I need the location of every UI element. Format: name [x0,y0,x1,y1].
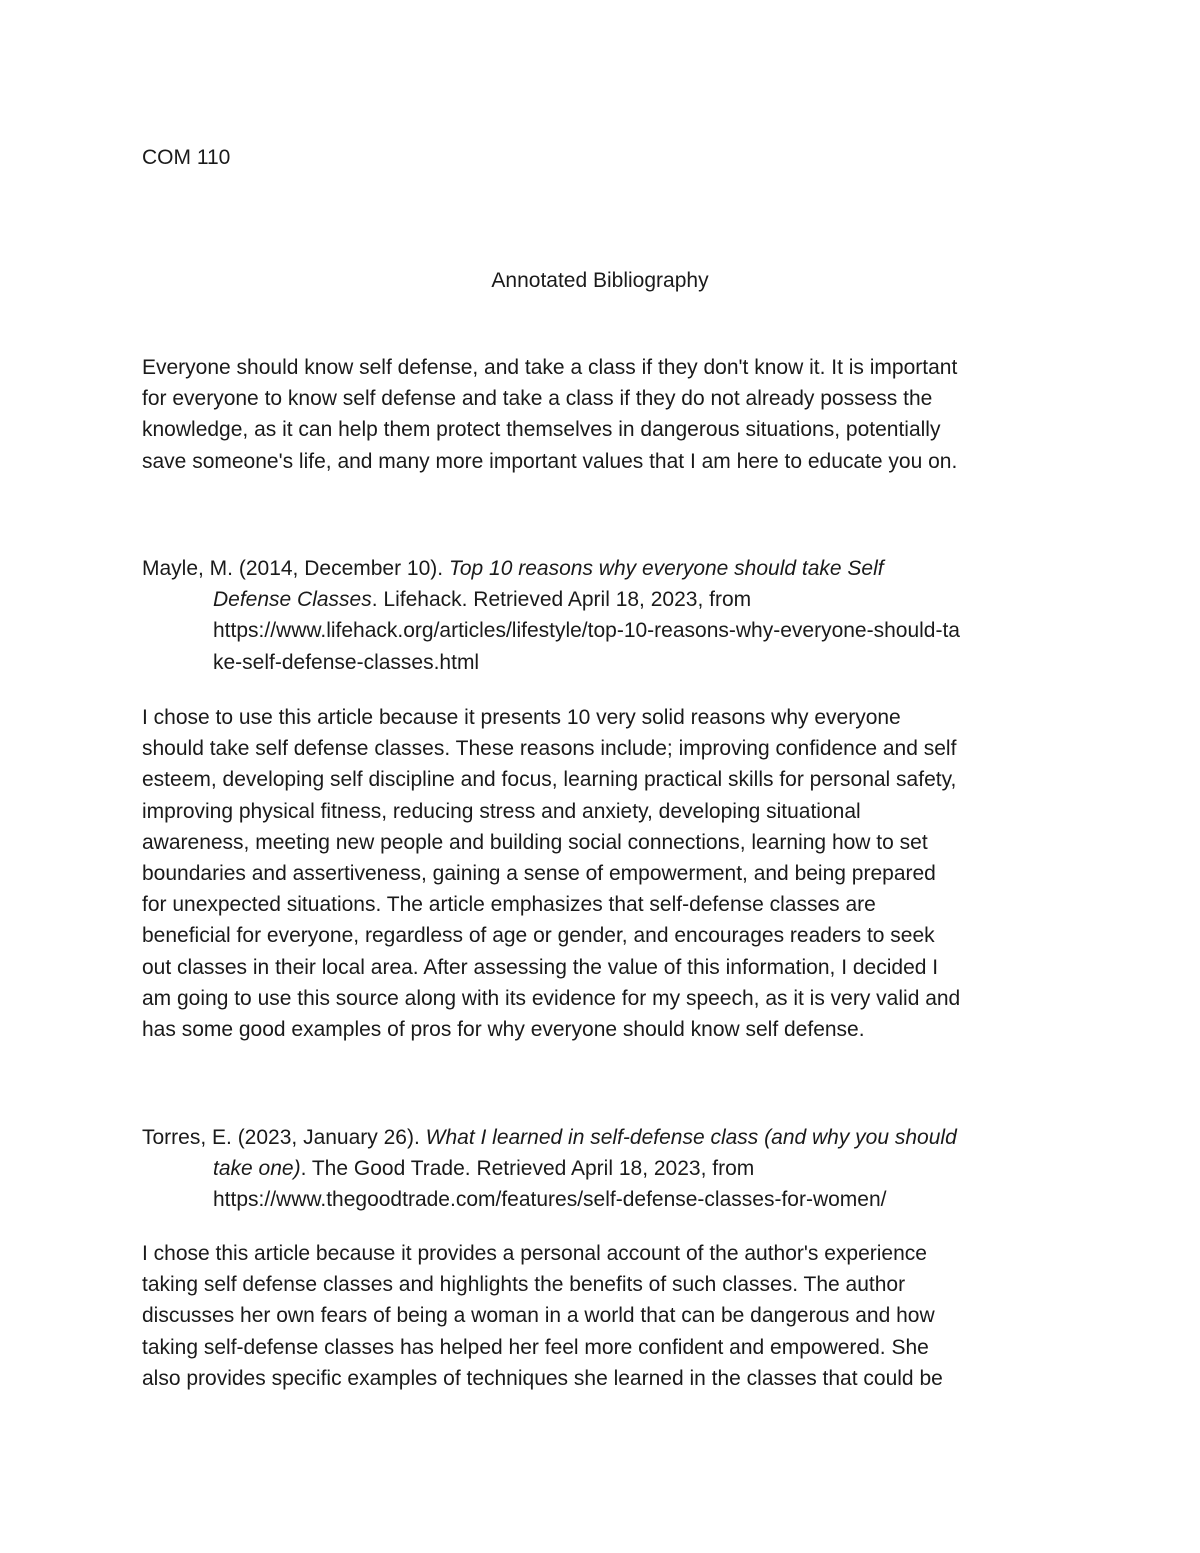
citation-title: Defense Classes [213,588,372,612]
annotation-line: awareness, meeting new people and building social connections, learning how to set [142,830,928,854]
annotation-line: taking self defense classes and highlights the benefits of such classes. The author [142,1273,906,1297]
citation-line [142,584,1072,615]
annotation-line: boundaries and assertiveness, gaining a sense of empowerment, and being prepared [142,862,936,886]
intro-line: knowledge, as it can help them protect themselves in dangerous situations, potentially [142,418,941,442]
citation-author-date: Mayle, M. (2014, December 10). [142,557,449,580]
annotation-line: out classes in their local area. After assessing the value of this information, I decided I [142,955,939,979]
annotation-line: esteem, developing self discipline and focus, learning practical skills for personal safety, [142,768,957,792]
annotation-line: am going to use this source along with its evidence for my speech, as it is very valid and [142,986,961,1010]
citation-author-date: Torres, E. (2023, January 26). [142,1126,426,1149]
citation-url: ke-self-defense-classes.html [213,650,480,674]
citation-torres [142,1122,1072,1216]
citation-title: What I learned in self-defense class (and why you should [425,1126,957,1149]
annotation-line: taking self-defense classes has helped her feel more confident and empowered. She [142,1335,929,1359]
annotation-torres [142,1238,1072,1394]
intro-paragraph [142,352,1072,477]
annotation-line: I chose to use this article because it presents 10 very solid reasons why everyone [142,706,901,729]
intro-line: Everyone should know self defense, and take a class if they don't know it. It is important [142,356,958,379]
citation-line [142,1153,1072,1184]
annotation-line: also provides specific examples of techniques she learned in the classes that could be [142,1366,943,1390]
annotation-line: discusses her own fears of being a woman in a world that can be dangerous and how [142,1304,935,1328]
citation-url: https://www.lifehack.org/articles/lifestyle/top-10-reasons-why-everyone-should-ta [213,619,960,643]
annotation-line: I chose this article because it provides a personal account of the author's experience [142,1242,927,1265]
intro-line: save someone's life, and many more important values that I am here to educate you on. [142,449,958,473]
citation-line [142,553,1072,584]
annotation-line: has some good examples of pros for why everyone should know self defense. [142,1018,865,1042]
annotation-line: beneficial for everyone, regardless of age or gender, and encourages readers to seek [142,924,935,948]
citation-line [142,1122,1072,1153]
page-title: Annotated Bibliography [491,269,709,292]
annotation-line: improving physical fitness, reducing stress and anxiety, developing situational [142,799,861,823]
citation-title: take one) [213,1157,301,1181]
citation-url: https://www.thegoodtrade.com/features/self-defense-classes-for-women/ [213,1188,887,1212]
intro-line: for everyone to know self defense and take a class if they do not already possess the [142,387,933,411]
citation-source: . The Good Trade. Retrieved April 18, 2023, from [300,1157,755,1181]
citation-source: . Lifehack. Retrieved April 18, 2023, from [371,588,752,612]
annotation-line: should take self defense classes. These reasons include; improving confidence and self [142,737,957,761]
annotation-line: for unexpected situations. The article emphasizes that self-defense classes are [142,893,876,917]
annotation-mayle [142,702,1072,1045]
course-heading: COM 110 [142,146,231,169]
citation-title: Top 10 reasons why everyone should take Self [448,557,884,580]
citation-mayle [142,553,1072,678]
